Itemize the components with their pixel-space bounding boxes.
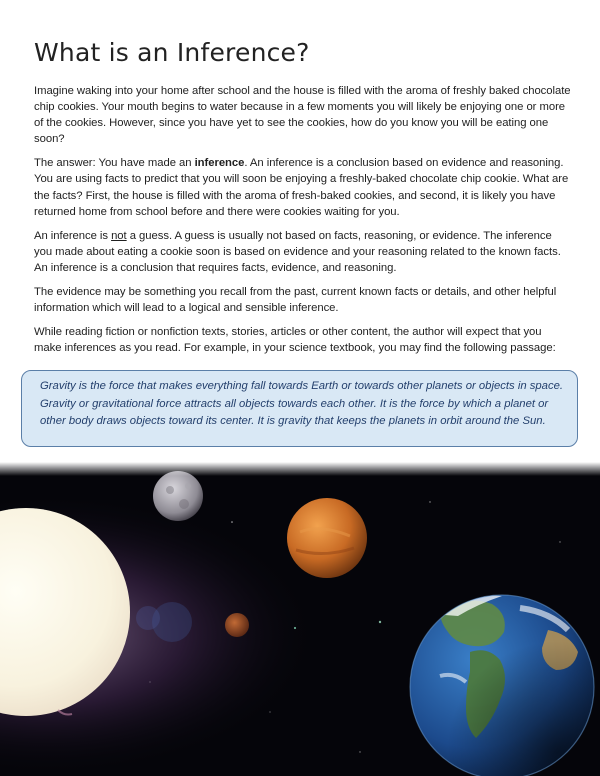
moon-illustration — [153, 471, 203, 521]
paragraph-answer — [34, 155, 571, 219]
earth-illustration — [410, 595, 594, 776]
paragraph-answer-start: The answer: You have made an — [34, 157, 195, 170]
paragraph-intro: Imagine waking into your home after school and the house is filled with the aroma of freshly baked chocolate chip cookies. Your mouth begins to water because in a few moments you will likely be enjoying one or more of the cookies. However, since you have yet to see the cookies, how do you know you will be eating one soon? — [34, 85, 571, 146]
paragraph-reading: While reading fiction or nonfiction texts, stories, articles or other content, the author will expect that you make inferences as you read. For example, in your science textbook, you may find the following passage: — [34, 326, 556, 355]
gravity-passage-box: Gravity is the force that makes everything fall towards Earth or towards other planets or objects in space. Gravity or gravitational force attracts all objects towards each other. It is the force by which a planet or other body draws objects toward its center. It is gravity that keeps the planets in orbit around the Sun. — [21, 370, 578, 447]
inference-term: inference — [194, 157, 245, 170]
mars-illustration — [287, 498, 367, 578]
top-fade — [0, 462, 600, 476]
page-title: What is an Inference? — [34, 38, 310, 67]
paragraph-evidence: The evidence may be something you recall from the past, current known facts or details, and other helpful information which will lead to a logical and sensible inference. — [34, 286, 557, 315]
paragraph-not-a-guess — [34, 228, 571, 276]
solar-system-illustration — [0, 462, 600, 776]
not-emphasis: not — [111, 229, 127, 242]
paragraph-guess-rest: a guess. A guess is usually not based on facts, reasoning, or evidence. The inference you made about eating a cookie soon is based on evidence and your reasoning related to the known facts. An inference is a conclusion that requires facts, evidence, and reasoning. — [34, 229, 561, 274]
paragraph-guess-start: An inference is — [34, 229, 112, 242]
article-body — [34, 83, 571, 364]
paragraph-answer-rest: . An inference is a conclusion based on evidence and reasoning. You are using facts to predict that you will soon be enjoying a freshly-baked chocolate chip cookie. What are the facts? First, the house is filled with the aroma of fresh-baked cookies, and second, it is likely you have returned home from school before and there were cookies waiting for you. — [34, 157, 569, 218]
